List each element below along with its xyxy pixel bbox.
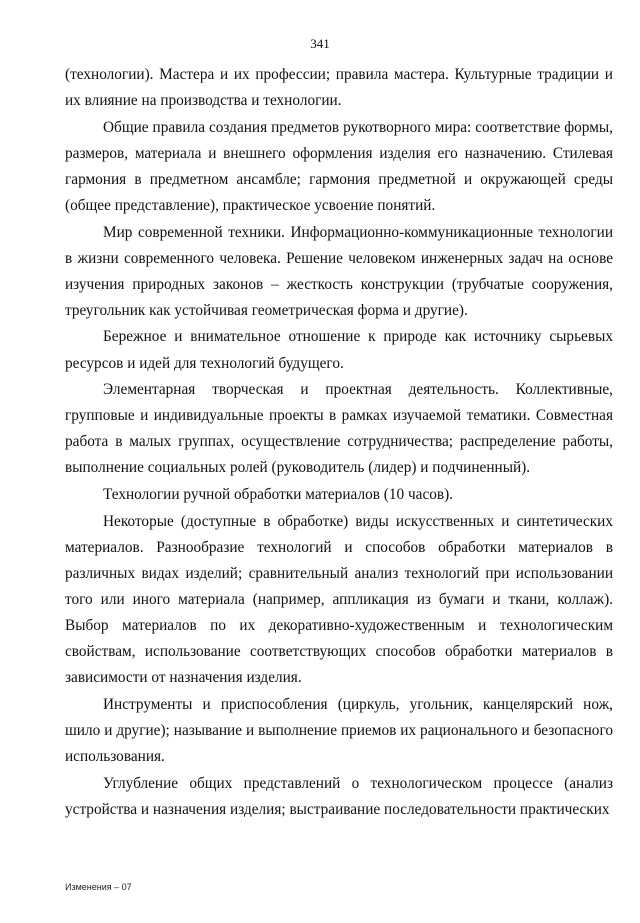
paragraph-1: (технологии). Мастера и их профессии; правила мастера. Культурные традиции и их влияние на производства и технологии. [65, 66, 613, 110]
paragraph-3: Мир современной техники. Информационно-коммуникационные технологии в жизни современного человека. Решение человеком инженерных задач на основе изучения природных законов – жесткость конструкции (трубчатые сооружения, треугольник как устойчивая геометрическая форма и другие). [65, 223, 613, 319]
footer-note: Изменения – 07 [65, 882, 132, 892]
page-number: 341 [310, 36, 330, 51]
paragraph-7: Некоторые (доступные в обработке) виды искусственных и синтетических материалов. Разнообразие технологий и способов обработки материалов в различных видах изделий; сравнительный анализ технологий при использовании того или иного материала (например, аппликация из бумаги и ткани, коллаж). Выбор материалов по их декоративно-художественным и технологическим свойствам, использование соответствующих способов обработки материалов в зависимости от назначения изделия. [65, 512, 613, 687]
paragraph-9: Углубление общих представлений о технологическом процессе (анализ устройства и назначения изделия; выстраивание последовательности практических [65, 774, 613, 818]
document-body [65, 62, 613, 823]
paragraph-6: Технологии ручной обработки материалов (10 часов). [103, 486, 454, 503]
paragraph-4: Бережное и внимательное отношение к природе как источнику сырьевых ресурсов и идей для технологий будущего. [65, 328, 613, 372]
paragraph-5: Элементарная творческая и проектная деятельность. Коллективные, групповые и индивидуальные проекты в рамках изучаемой тематики. Совместная работа в малых группах, осуществление сотрудничества; распределение работы, выполнение социальных ролей (руководитель (лидер) и подчиненный). [65, 381, 613, 477]
paragraph-2: Общие правила создания предметов рукотворного мира: соответствие формы, размеров, материала и внешнего оформления изделия его назначению. Стилевая гармония в предметном ансамбле; гармония предметной и окружающей среды (общее представление), практическое усвоение понятий. [65, 118, 613, 214]
paragraph-8: Инструменты и приспособления (циркуль, угольник, канцелярский нож, шило и другие); называние и выполнение приемов их рационального и безопасного использования. [65, 695, 613, 765]
